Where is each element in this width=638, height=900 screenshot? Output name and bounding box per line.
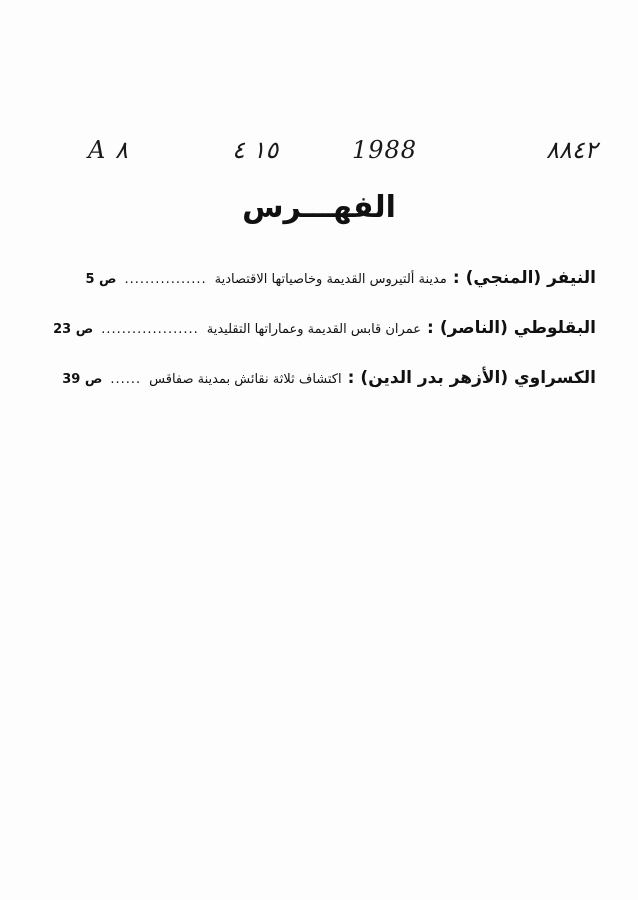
page-title: الفهـــرس: [242, 190, 396, 225]
toc-entry-3: [44, 368, 596, 394]
toc-entry-leader: ...................: [101, 322, 199, 337]
toc-entry-separator: :: [347, 368, 355, 388]
toc-entry-author: الكسراوي (الأزهر بدر الدين): [360, 368, 596, 388]
toc-entry-title: عمران قابس القديمة وعماراتها التقليدية: [206, 322, 421, 337]
toc-entry-2: [44, 318, 596, 344]
toc-entry-author: النيفر (المنجي): [465, 268, 596, 288]
toc-entry-author: البقلوطي (الناصر): [439, 318, 596, 338]
toc-entry-leader: ......: [110, 372, 142, 387]
toc-entry-page: ص 23: [53, 322, 94, 337]
toc-entry-page: ص 39: [62, 372, 103, 387]
table-of-contents: [44, 268, 596, 418]
toc-entry-title: اكتشاف ثلاثة نقائش بمدينة صفاقس: [149, 372, 342, 387]
toc-entry-1: [44, 268, 596, 294]
toc-entry-leader: ................: [124, 272, 207, 287]
toc-entry-separator: :: [427, 318, 434, 338]
handwritten-note-right: ٨٨٤٢: [546, 136, 598, 164]
toc-entry-page: ص 5: [85, 272, 117, 287]
toc-entry-title: مدينة ألتيروس القديمة وخاصياتها الاقتصادية: [214, 272, 447, 287]
handwritten-note-year: 1988: [352, 136, 418, 164]
handwritten-note-center-left: ١٥ ٤: [232, 136, 279, 164]
toc-entry-separator: :: [452, 268, 460, 288]
handwritten-note-left: A ٨: [88, 136, 128, 164]
